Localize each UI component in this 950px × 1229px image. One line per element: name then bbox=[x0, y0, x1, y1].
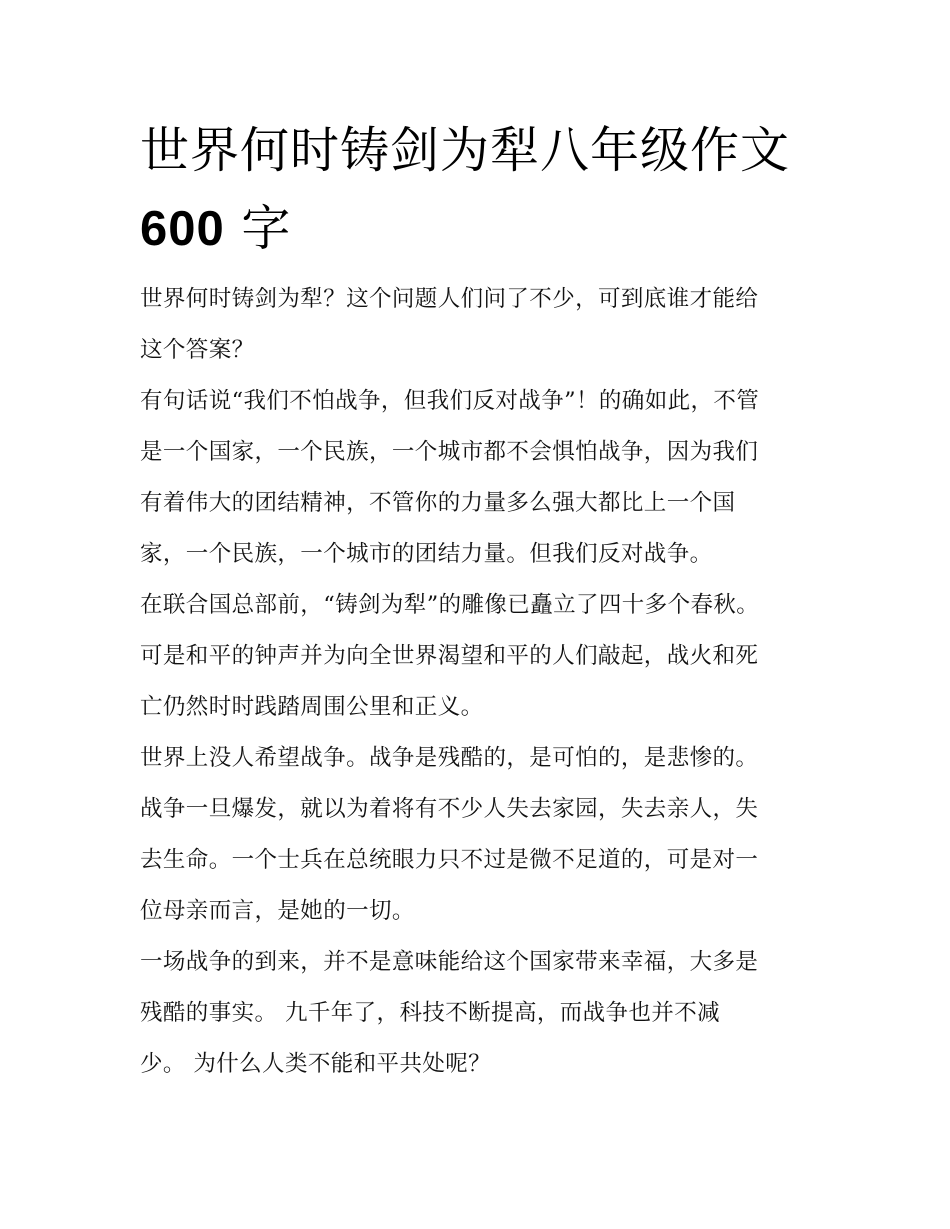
body-line: 世界上没人希望战争。战争是残酷的，是可怕的，是悲惨的。 bbox=[140, 745, 759, 771]
title-number: 600 bbox=[140, 202, 225, 256]
body-line: 是一个国家，一个民族，一个城市都不会惧怕战争，因为我们 bbox=[140, 439, 759, 465]
body-line: 有句话说“我们不怕战争，但我们反对战争”！的确如此，不管 bbox=[140, 388, 760, 414]
body-line: 去生命。一个士兵在总统眼力只不过是微不足道的，可是对一 bbox=[140, 847, 759, 873]
body-line: 战争一旦爆发，就以为着将有不少人失去家园，失去亲人，失 bbox=[140, 796, 759, 822]
body-line: 残酷的事实。 九千年了，科技不断提高，而战争也并不减 bbox=[140, 1000, 721, 1026]
body-line: 亡仍然时时践踏周围公里和正义。 bbox=[140, 694, 484, 720]
document-body bbox=[140, 274, 820, 1090]
title-unit: 字 bbox=[224, 200, 292, 257]
title-main-text: 世界何时铸剑为犁八年级作文 bbox=[140, 122, 791, 179]
body-line: 家，一个民族，一个城市的团结力量。但我们反对战争。 bbox=[140, 541, 713, 567]
document-title bbox=[140, 112, 830, 268]
body-line: 一场战争的到来，并不是意味能给这个国家带来幸福，大多是 bbox=[140, 949, 759, 975]
body-line: 这个答案？ bbox=[140, 337, 255, 363]
body-line: 在联合国总部前，“铸剑为犁”的雕像已矗立了四十多个春秋。 bbox=[140, 592, 760, 618]
body-line: 有着伟大的团结精神，不管你的力量多么强大都比上一个国 bbox=[140, 490, 736, 516]
body-line: 位母亲而言，是她的一切。 bbox=[140, 898, 415, 924]
body-line: 世界何时铸剑为犁？这个问题人们问了不少，可到底谁才能给 bbox=[140, 286, 759, 312]
body-line: 可是和平的钟声并为向全世界渴望和平的人们敲起，战火和死 bbox=[140, 643, 759, 669]
body-line: 少。 为什么人类不能和平共处呢？ bbox=[140, 1051, 492, 1077]
